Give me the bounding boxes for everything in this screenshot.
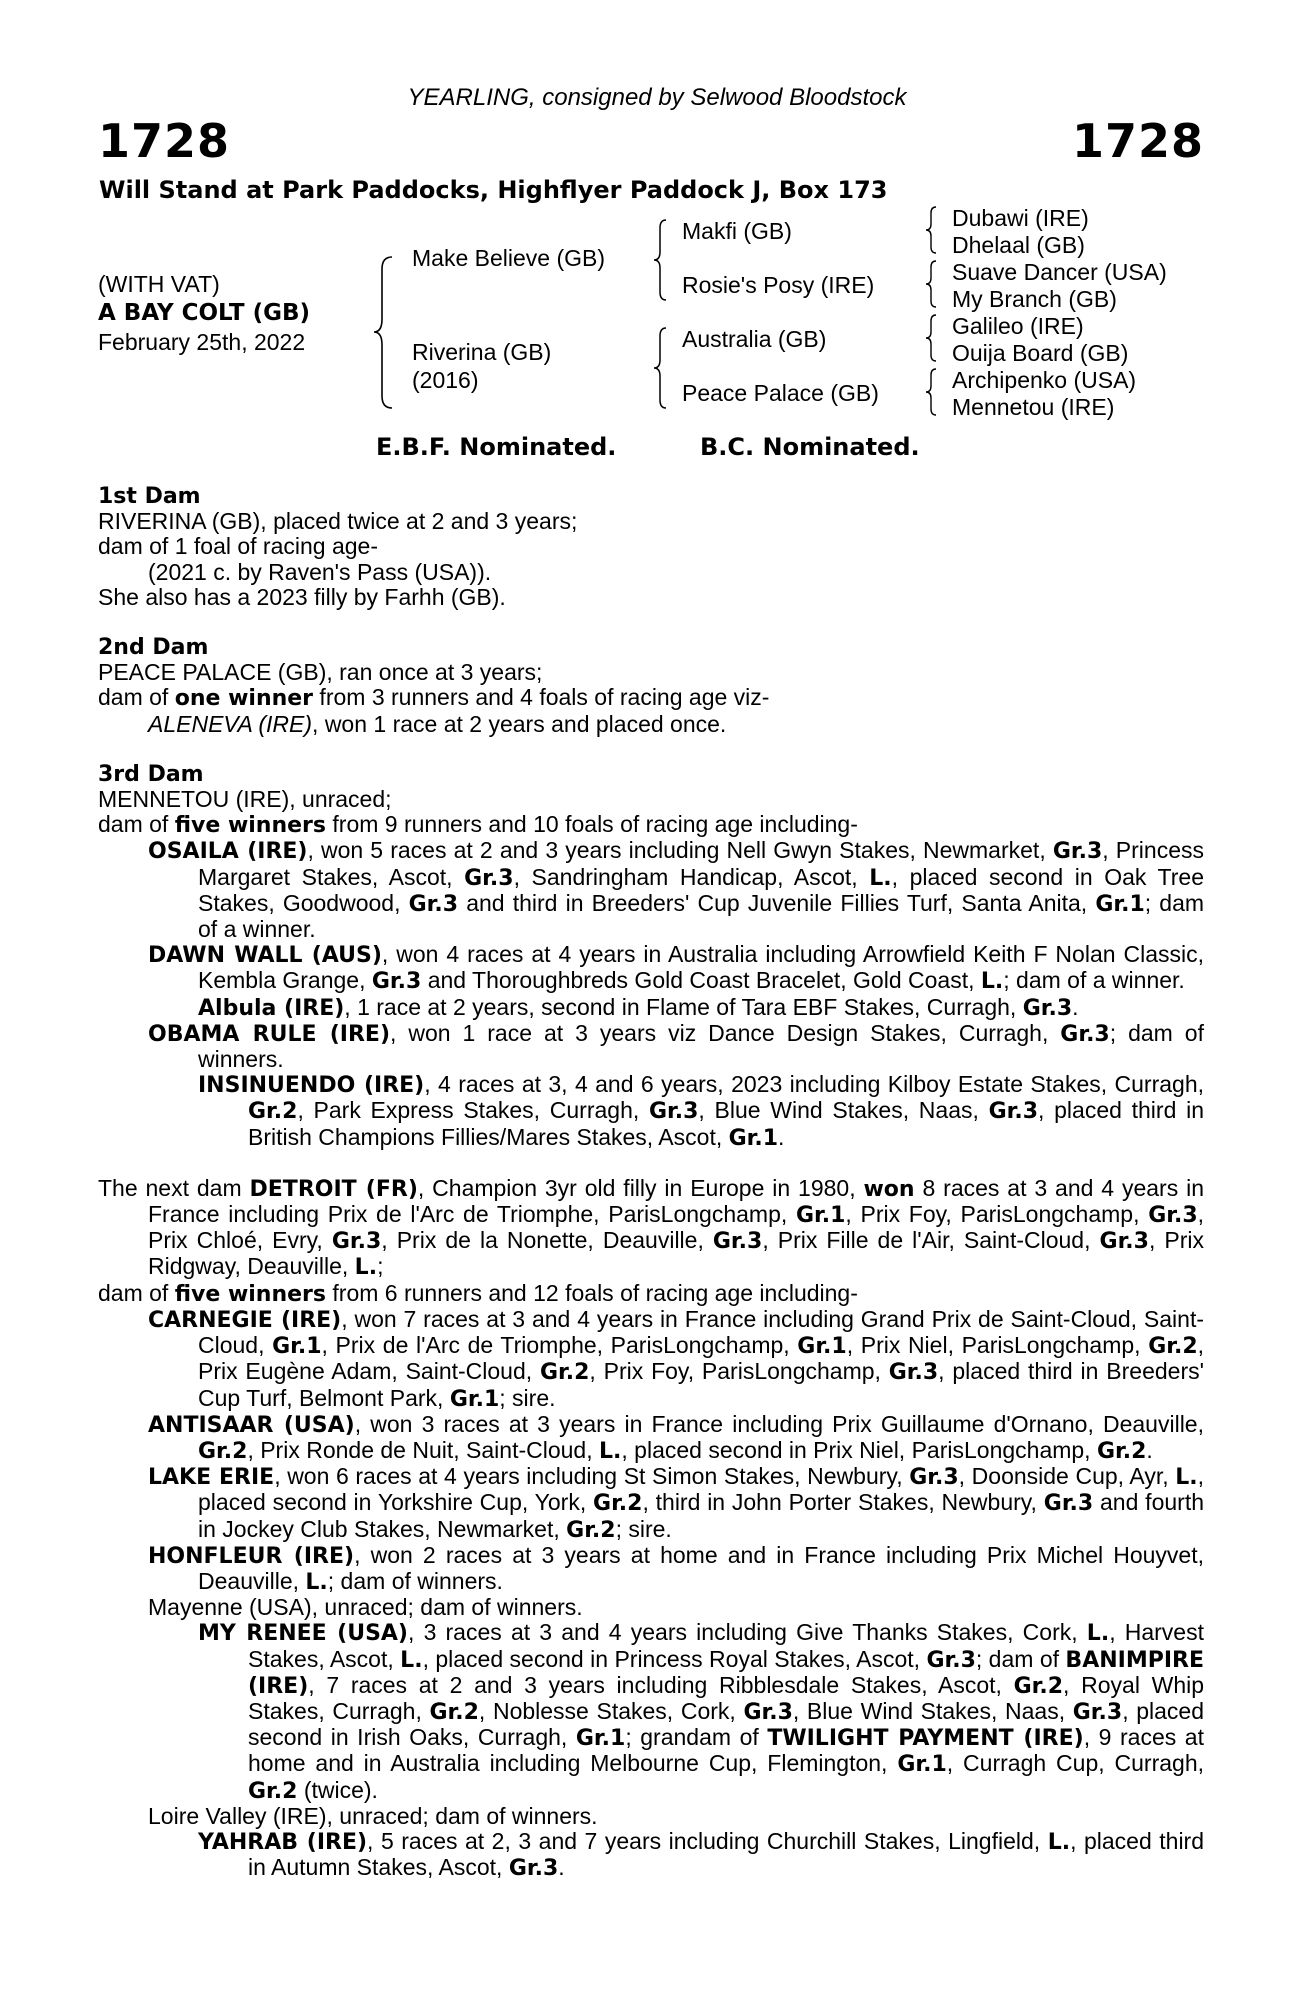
- produce-entry-dawn-wall: DAWN WALL (AUS), won 4 races at 4 years in Australia including Arrowfield Keith F Nolan Classic, Kembla Grange, Gr.3 and Thoroughbreds Gold Coast Bracelet, Gold Coast, L.; dam of a winner.: [148, 941, 1204, 995]
- produce-entry-insinuendo: INSINUENDO (IRE), 4 races at 3, 4 and 6 years, 2023 including Kilboy Estate Stakes, Curragh, Gr.2, Park Express Stakes, Curragh, Gr.3, Blue Wind Stakes, Naas, Gr.3, placed third in British Champions Fillies/Mares Stakes, Ascot, Gr.1.: [198, 1071, 1205, 1151]
- produce-entry-osaila: OSAILA (IRE), won 5 races at 2 and 3 years including Nell Gwyn Stakes, Newmarket, Gr.3, Princess Margaret Stakes, Ascot, Gr.3, Sandringham Handicap, Ascot, L., placed second in Oak Tree Stakes, Goodwood, Gr.3 and third in Breeders' Cup Juvenile Fillies Turf, Santa Anita, Gr.1; dam of a winner.: [148, 837, 1205, 943]
- produce-entry-yahrab: YAHRAB (IRE), 5 races at 2, 3 and 7 years including Churchill Stakes, Lingfield, L., placed third in Autumn Stakes, Ascot, Gr.3.: [198, 1827, 1205, 1882]
- second-dam-section: [98, 635, 1204, 737]
- horse-name: A BAY COLT (GB): [98, 300, 311, 326]
- third-dam-line-2: dam of five winners from 9 runners and 10 foals of racing age including-: [98, 811, 858, 839]
- dam-name: Riverina (GB): [412, 339, 552, 365]
- ggs-brace-1: [924, 205, 938, 255]
- first-dam-heading: 1st Dam: [98, 484, 201, 509]
- next-dam-section: [98, 1176, 1204, 1881]
- dam-brace: [652, 326, 668, 410]
- ggs-1: Dubawi (IRE): [952, 205, 1089, 231]
- second-dam-line-3: ALENEVA (IRE), won 1 race at 2 years and placed once.: [148, 710, 727, 737]
- foaling-date: February 25th, 2022: [98, 329, 306, 355]
- produce-entry-loire-valley: Loire Valley (IRE), unraced; dam of winners.: [148, 1802, 598, 1829]
- first-dam-line-3: (2021 c. by Raven's Pass (USA)).: [148, 558, 492, 585]
- third-dam-heading: 3rd Dam: [98, 761, 204, 787]
- first-dam-line-4: She also has a 2023 filly by Farhh (GB).: [98, 583, 506, 610]
- second-dam-line-1: PEACE PALACE (GB), ran once at 3 years;: [98, 659, 543, 686]
- produce-record: [98, 484, 1204, 1906]
- sire-dam-brace: [372, 255, 396, 410]
- ggs-2: Dhelaal (GB): [952, 232, 1085, 258]
- next-dam-line-2: dam of five winners from 6 runners and 12 foals of racing age including-: [98, 1279, 858, 1307]
- first-dam-line-1: RIVERINA (GB), placed twice at 2 and 3 years;: [98, 508, 578, 535]
- lot-number-right: 1728: [1071, 114, 1204, 168]
- ebf-nominated: E.B.F. Nominated.: [376, 433, 617, 461]
- produce-entry-albula: Albula (IRE), 1 race at 2 years, second in Flame of Tara EBF Stakes, Curragh, Gr.3.: [198, 993, 1079, 1021]
- produce-entry-antisaar: ANTISAAR (USA), won 3 races at 3 years in France including Prix Guillaume d'Ornano, Deauville, Gr.2, Prix Ronde de Nuit, Saint-Cloud, L., placed second in Prix Niel, ParisLongchamp, Gr.2.: [148, 1410, 1204, 1464]
- sire-dam: Rosie's Posy (IRE): [682, 272, 875, 298]
- produce-entry-lake-erie: LAKE ERIE, won 6 races at 4 years including St Simon Stakes, Newbury, Gr.3, Doonside Cup, Ayr, L., placed second in Yorkshire Cup, York, Gr.2, third in John Porter Stakes, Newbury, Gr.3 and fourth in Jockey Club Stakes, Newmarket, Gr.2; sire.: [148, 1463, 1204, 1543]
- first-dam-line-2: dam of 1 foal of racing age-: [98, 533, 378, 560]
- dam-sire: Australia (GB): [682, 326, 827, 352]
- stand-location: Will Stand at Park Paddocks, Highflyer Paddock J, Box 173: [99, 176, 888, 204]
- produce-entry-my-renee: MY RENEE (USA), 3 races at 3 and 4 years including Give Thanks Stakes, Cork, L., Harvest Stakes, Ascot, L., placed second in Princess Royal Stakes, Ascot, Gr.3; dam of BANIMPIRE (IRE), 7 races at 2 and 3 years including Ribblesdale Stakes, Ascot, Gr.2, Royal Whip Stakes, Curragh, Gr.2, Noblesse Stakes, Cork, Gr.3, Blue Wind Stakes, Naas, Gr.3, placed second in Irish Oaks, Curragh, Gr.1; grandam of TWILIGHT PAYMENT (IRE), 9 races at home and in Australia including Melbourne Cup, Flemington, Gr.1, Curragh Cup, Curragh, Gr.2 (twice).: [198, 1619, 1205, 1804]
- ggs-5: Galileo (IRE): [952, 313, 1084, 339]
- produce-entry-carnegie: CARNEGIE (IRE), won 7 races at 3 and 4 years in France including Grand Prix de Saint-Cloud, Saint-Cloud, Gr.1, Prix de l'Arc de Triomphe, ParisLongchamp, Gr.1, Prix Niel, ParisLongchamp, Gr.2, Prix Eugène Adam, Saint-Cloud, Gr.2, Prix Foy, ParisLongchamp, Gr.3, placed third in Breeders' Cup Turf, Belmont Park, Gr.1; sire.: [148, 1305, 1205, 1412]
- consignor-line: YEARLING, consigned by Selwood Bloodstock: [407, 84, 907, 111]
- ggs-4: My Branch (GB): [952, 286, 1117, 312]
- sire-name: Make Believe (GB): [412, 245, 606, 271]
- produce-entry-honfleur: HONFLEUR (IRE), won 2 races at 3 years at home and in France including Prix Michel Houyvet, Deauville, L.; dam of winners.: [148, 1541, 1204, 1595]
- third-dam-line-1: MENNETOU (IRE), unraced;: [98, 786, 392, 813]
- ggs-brace-2: [924, 259, 938, 309]
- produce-entry-obama-rule: OBAMA RULE (IRE), won 1 race at 3 years viz Dance Design Stakes, Curragh, Gr.3; dam of winners.: [148, 1019, 1204, 1073]
- ggs-7: Archipenko (USA): [952, 367, 1137, 393]
- dam-year: (2016): [412, 367, 479, 393]
- first-dam-section: [98, 484, 1204, 610]
- vat-label: (WITH VAT): [98, 271, 220, 297]
- second-dam-heading: 2nd Dam: [98, 635, 209, 661]
- dam-dam: Peace Palace (GB): [682, 380, 879, 406]
- sire-brace: [652, 218, 668, 302]
- lot-number-left: 1728: [98, 114, 231, 168]
- sire-sire: Makfi (GB): [682, 218, 792, 244]
- ggs-8: Mennetou (IRE): [952, 394, 1115, 420]
- next-dam-intro: The next dam DETROIT (FR), Champion 3yr old filly in Europe in 1980, won 8 races at 3 and 4 years in France including Prix de l'Arc de Triomphe, ParisLongchamp, Gr.1, Prix Foy, ParisLongchamp, Gr.3, Prix Chloé, Evry, Gr.3, Prix de la Nonette, Deauville, Gr.3, Prix Fille de l'Air, Saint-Cloud, Gr.3, Prix Ridgway, Deauville, L.;: [98, 1174, 1205, 1281]
- horse-info: [98, 270, 310, 357]
- ggs-6: Ouija Board (GB): [952, 340, 1129, 366]
- ggs-3: Suave Dancer (USA): [952, 259, 1167, 285]
- second-dam-line-2: dam of one winner from 3 runners and 4 foals of racing age viz-: [98, 684, 770, 712]
- ggs-brace-4: [924, 367, 938, 417]
- ggs-brace-3: [924, 313, 938, 363]
- produce-entry-mayenne: Mayenne (USA), unraced; dam of winners.: [148, 1594, 583, 1621]
- bc-nominated: B.C. Nominated.: [700, 433, 920, 461]
- third-dam-section: [98, 762, 1204, 1151]
